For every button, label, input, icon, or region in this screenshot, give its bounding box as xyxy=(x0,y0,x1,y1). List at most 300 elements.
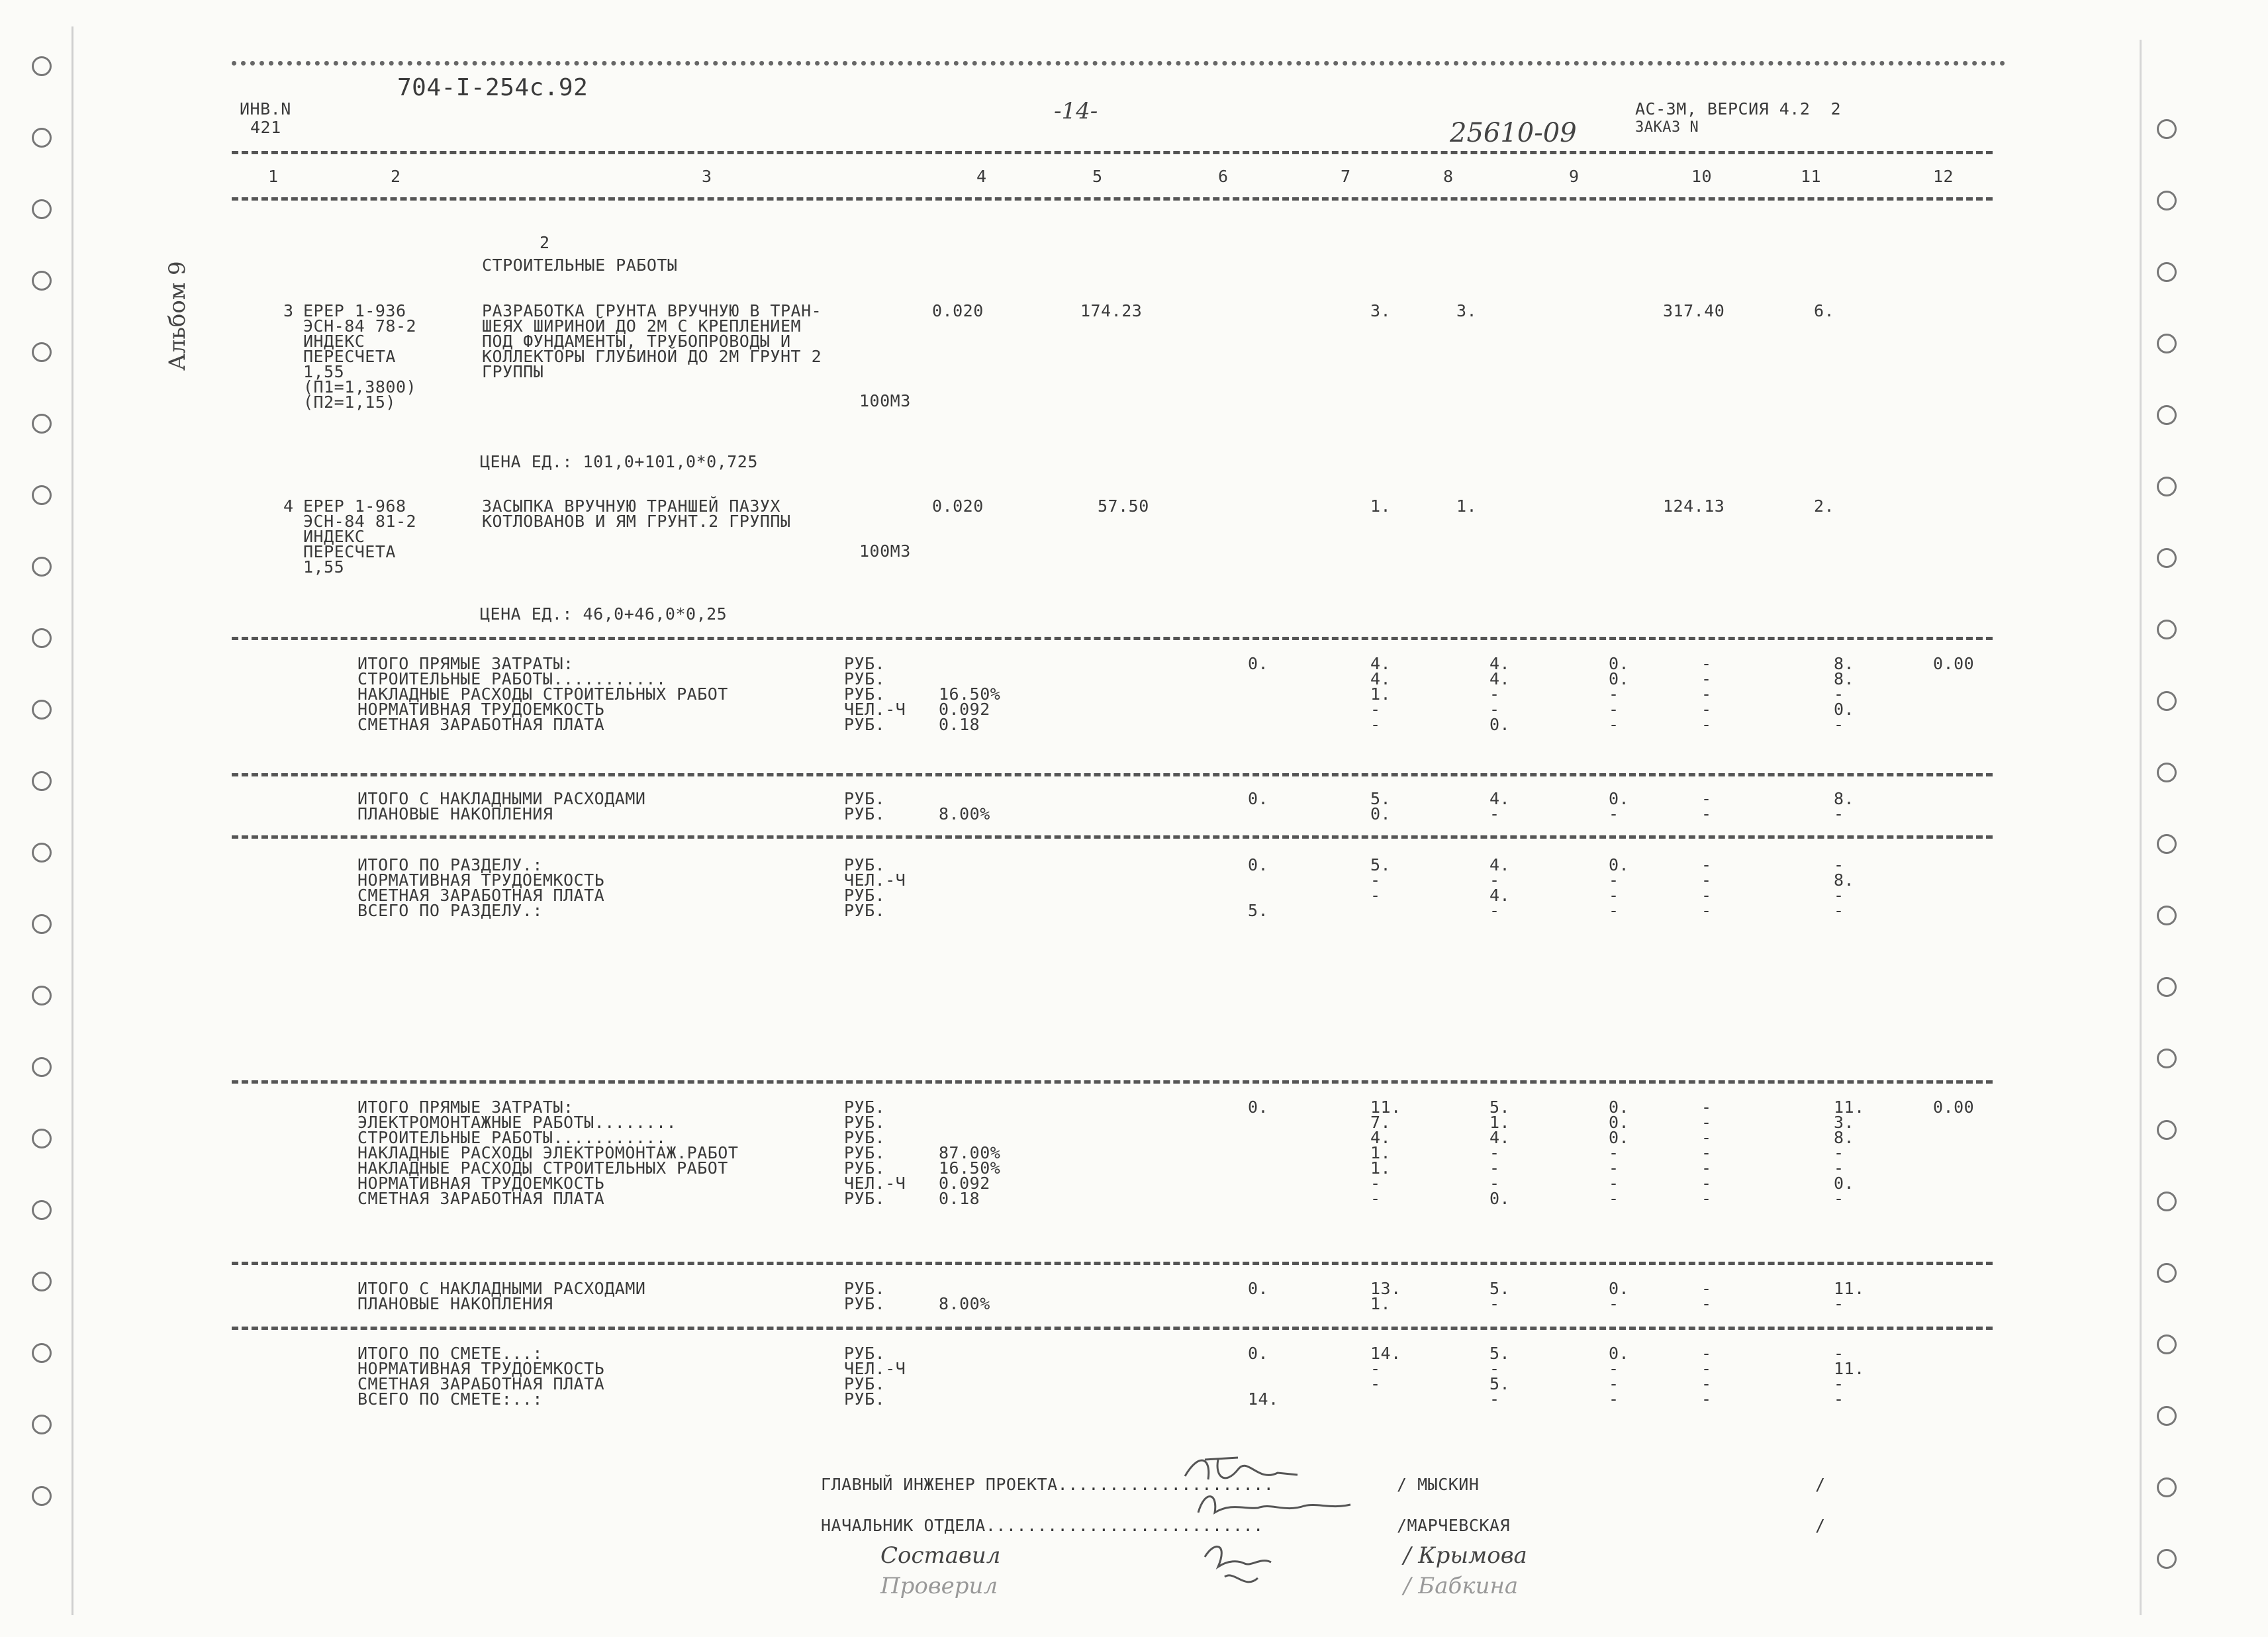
block1-c9: - xyxy=(1609,700,1619,719)
block4-c11: - xyxy=(1834,1143,1844,1162)
section-title: СТРОИТЕЛЬНЫЕ РАБОТЫ xyxy=(482,256,678,275)
block4-c10: - xyxy=(1701,1113,1712,1132)
block6-unit: РУБ. xyxy=(844,1344,886,1363)
block4-c7: 11. xyxy=(1370,1098,1401,1117)
feed-hole xyxy=(2157,834,2177,854)
block4-c10: - xyxy=(1701,1128,1712,1147)
item4-code-line: ЕРЕР 1-968 xyxy=(303,496,406,516)
feed-hole xyxy=(32,843,52,863)
feed-hole xyxy=(32,771,52,791)
block1-c7: - xyxy=(1370,700,1381,719)
feed-hole xyxy=(32,56,52,76)
item3-code-line: 1,55 xyxy=(303,362,345,381)
block1-unit: РУБ. xyxy=(844,669,886,688)
chief-engineer-label: ГЛАВНЫЙ ИНЖЕНЕР ПРОЕКТА..................... xyxy=(821,1475,1274,1494)
block6-c9: 0. xyxy=(1609,1344,1630,1363)
block4-c6: 0. xyxy=(1248,1098,1269,1117)
block2-c7: 0. xyxy=(1370,804,1392,823)
item4-c7: 1. xyxy=(1370,496,1392,516)
block1-pct: 16.50% xyxy=(939,684,1001,704)
block6-unit: ЧЕЛ.-Ч xyxy=(844,1359,906,1378)
feed-hole xyxy=(32,628,52,648)
block4-c7: 7. xyxy=(1370,1113,1392,1132)
block1-unit: РУБ. xyxy=(844,654,886,673)
block4-c9: - xyxy=(1609,1189,1619,1208)
block4-pct: 16.50% xyxy=(939,1158,1001,1178)
block4-c10: - xyxy=(1701,1174,1712,1193)
block4-c9: - xyxy=(1609,1174,1619,1193)
block5-c9: - xyxy=(1609,1294,1619,1313)
feed-hole xyxy=(2157,1549,2177,1569)
feed-hole xyxy=(2157,405,2177,425)
block1-c9: - xyxy=(1609,715,1619,734)
rule-b5 xyxy=(232,1262,1993,1265)
item4-no: 4 xyxy=(283,496,294,516)
block4-c8: 1. xyxy=(1489,1113,1511,1132)
block4-label: НОРМАТИВНАЯ ТРУДОЕМКОСТЬ xyxy=(357,1174,605,1193)
signature-head xyxy=(1192,1483,1357,1529)
block5-label: ПЛАНОВЫЕ НАКОПЛЕНИЯ xyxy=(357,1294,553,1313)
perforation-left xyxy=(71,26,73,1615)
block1-c6: 0. xyxy=(1248,654,1269,673)
block4-label: ИТОГО ПРЯМЫЕ ЗАТРАТЫ: xyxy=(357,1098,574,1117)
block4-pct: 0.092 xyxy=(939,1174,990,1193)
rule-b3 xyxy=(232,835,1993,839)
block1-c7: - xyxy=(1370,715,1381,734)
block6-c7: - xyxy=(1370,1374,1381,1393)
item3-name-line: ГРУППЫ xyxy=(482,362,544,381)
block4-c11: 11. xyxy=(1834,1098,1865,1117)
feed-hole xyxy=(2157,1192,2177,1211)
block2-c11: 8. xyxy=(1834,789,1855,808)
feed-hole xyxy=(2157,119,2177,139)
block5-unit: РУБ. xyxy=(844,1279,886,1298)
block4-label: СТРОИТЕЛЬНЫЕ РАБОТЫ........... xyxy=(357,1128,667,1147)
column-number: 3 xyxy=(702,167,712,186)
compiled-name: / Крымова xyxy=(1403,1542,1527,1569)
feed-holes-left xyxy=(26,0,66,1637)
block4-label: ЭЛЕКТРОМОНТАЖНЫЕ РАБОТЫ........ xyxy=(357,1113,677,1132)
block4-c8: - xyxy=(1489,1143,1500,1162)
block6-label: НОРМАТИВНАЯ ТРУДОЕМКОСТЬ xyxy=(357,1359,605,1378)
checked-label: Проверил xyxy=(880,1573,998,1599)
item4-unit-price: ЦЕНА ЕД.: 46,0+46,0*0,25 xyxy=(480,604,728,624)
block3-c11: 8. xyxy=(1834,870,1855,890)
block3-c7: - xyxy=(1370,886,1381,905)
column-number: 4 xyxy=(976,167,987,186)
block4-c7: - xyxy=(1370,1189,1381,1208)
slash-1: / xyxy=(1815,1475,1826,1494)
item3-code-line: ИНДЕКС xyxy=(303,332,365,351)
rule-b2 xyxy=(232,773,1993,776)
page-mark: -14- xyxy=(1054,98,1098,124)
block4-pct: 87.00% xyxy=(939,1143,1001,1162)
block3-unit: ЧЕЛ.-Ч xyxy=(844,870,906,890)
block3-c10: - xyxy=(1701,901,1712,920)
item3-c11: 6. xyxy=(1814,301,1835,320)
department-head-name: /МАРЧЕВСКАЯ xyxy=(1397,1516,1511,1535)
block6-c7: 14. xyxy=(1370,1344,1401,1363)
feed-hole xyxy=(32,199,52,219)
block3-c6: 0. xyxy=(1248,855,1269,874)
block6-c8: 5. xyxy=(1489,1344,1511,1363)
block5-c9: 0. xyxy=(1609,1279,1630,1298)
block3-c7: - xyxy=(1370,870,1381,890)
order-number: 25610-09 xyxy=(1450,118,1577,148)
block3-label: ИТОГО ПО РАЗДЕЛУ.: xyxy=(357,855,543,874)
block3-c9: - xyxy=(1609,901,1619,920)
item4-price: 57.50 xyxy=(1098,496,1149,516)
block2-c11: - xyxy=(1834,804,1844,823)
block1-c7: 4. xyxy=(1370,669,1392,688)
block1-label: НАКЛАДНЫЕ РАСХОДЫ СТРОИТЕЛЬНЫХ РАБОТ xyxy=(357,684,728,704)
block3-c7: 5. xyxy=(1370,855,1392,874)
feed-hole xyxy=(32,1200,52,1220)
item3-price: 174.23 xyxy=(1080,301,1143,320)
block4-c7: 4. xyxy=(1370,1128,1392,1147)
block6-c11: - xyxy=(1834,1344,1844,1363)
block1-c11: 8. xyxy=(1834,669,1855,688)
program-version: АС-3М, ВЕРСИЯ 4.2 2 xyxy=(1635,99,1842,118)
block3-unit: РУБ. xyxy=(844,886,886,905)
block1-label: НОРМАТИВНАЯ ТРУДОЕМКОСТЬ xyxy=(357,700,605,719)
block3-c8: 4. xyxy=(1489,855,1511,874)
block1-c7: 1. xyxy=(1370,684,1392,704)
feed-hole xyxy=(32,700,52,720)
block6-c9: - xyxy=(1609,1374,1619,1393)
block4-c10: - xyxy=(1701,1098,1712,1117)
column-number: 7 xyxy=(1341,167,1351,186)
block6-c11: - xyxy=(1834,1374,1844,1393)
item4-name-line: ЗАСЫПКА ВРУЧНУЮ ТРАНШЕЙ ПАЗУХ xyxy=(482,496,780,516)
item3-code-line: ПЕРЕСЧЕТА xyxy=(303,347,396,366)
feed-hole xyxy=(2157,1049,2177,1068)
item3-qty: 0.020 xyxy=(932,301,984,320)
feed-hole xyxy=(2157,763,2177,782)
block4-c11: 0. xyxy=(1834,1174,1855,1193)
item4-unit: 100М3 xyxy=(859,541,911,561)
block3-c10: - xyxy=(1701,886,1712,905)
item4-name-line: КОТЛОВАНОВ И ЯМ ГРУНТ.2 ГРУППЫ xyxy=(482,512,791,531)
block1-c9: - xyxy=(1609,684,1619,704)
block6-label: ВСЕГО ПО СМЕТЕ:..: xyxy=(357,1389,543,1409)
feed-hole xyxy=(32,986,52,1006)
feed-hole xyxy=(32,557,52,577)
block4-c8: - xyxy=(1489,1174,1500,1193)
block1-c10: - xyxy=(1701,669,1712,688)
block6-c10: - xyxy=(1701,1359,1712,1378)
block5-c7: 13. xyxy=(1370,1279,1401,1298)
rule-columns xyxy=(232,197,1993,201)
block1-c9: 0. xyxy=(1609,654,1630,673)
block4-unit: РУБ. xyxy=(844,1189,886,1208)
block1-c11: - xyxy=(1834,684,1844,704)
block1-unit: РУБ. xyxy=(844,715,886,734)
block4-unit: РУБ. xyxy=(844,1128,886,1147)
block4-c7: 1. xyxy=(1370,1143,1392,1162)
block5-c6: 0. xyxy=(1248,1279,1269,1298)
block4-c10: - xyxy=(1701,1143,1712,1162)
feed-hole xyxy=(32,1343,52,1363)
feed-holes-right xyxy=(2151,0,2191,1637)
block3-c9: 0. xyxy=(1609,855,1630,874)
block4-c11: 3. xyxy=(1834,1113,1855,1132)
block4-unit: РУБ. xyxy=(844,1158,886,1178)
block3-c8: - xyxy=(1489,870,1500,890)
feed-hole xyxy=(2157,691,2177,711)
block3-c11: - xyxy=(1834,901,1844,920)
block4-c10: - xyxy=(1701,1158,1712,1178)
feed-hole xyxy=(2157,548,2177,568)
feed-hole xyxy=(32,1057,52,1077)
item3-unit: 100М3 xyxy=(859,391,911,410)
column-number: 6 xyxy=(1218,167,1229,186)
feed-hole xyxy=(2157,1406,2177,1426)
block1-c8: - xyxy=(1489,700,1500,719)
block1-c11: 8. xyxy=(1834,654,1855,673)
block1-unit: ЧЕЛ.-Ч xyxy=(844,700,906,719)
block6-c11: 11. xyxy=(1834,1359,1865,1378)
feed-hole xyxy=(2157,477,2177,496)
feed-hole xyxy=(2157,620,2177,639)
rule-b4 xyxy=(232,1080,1993,1084)
block6-c10: - xyxy=(1701,1389,1712,1409)
block4-c8: 4. xyxy=(1489,1128,1511,1147)
block3-c9: - xyxy=(1609,886,1619,905)
block6-label: СМЕТНАЯ ЗАРАБОТНАЯ ПЛАТА xyxy=(357,1374,605,1393)
block1-c8: - xyxy=(1489,684,1500,704)
item4-c8: 1. xyxy=(1456,496,1478,516)
block3-c8: 4. xyxy=(1489,886,1511,905)
block4-c8: 0. xyxy=(1489,1189,1511,1208)
block4-c11: - xyxy=(1834,1189,1844,1208)
block4-c8: - xyxy=(1489,1158,1500,1178)
item4-c10: 124.13 xyxy=(1663,496,1725,516)
block4-unit: РУБ. xyxy=(844,1113,886,1132)
block4-unit: РУБ. xyxy=(844,1098,886,1117)
rule-b6 xyxy=(232,1327,1993,1330)
block1-c11: - xyxy=(1834,715,1844,734)
block4-c9: 0. xyxy=(1609,1098,1630,1117)
block4-pct: 0.18 xyxy=(939,1189,980,1208)
item4-code-line: ПЕРЕСЧЕТА xyxy=(303,542,396,561)
block2-c10: - xyxy=(1701,804,1712,823)
feed-hole xyxy=(2157,977,2177,997)
column-number: 12 xyxy=(1933,167,1954,186)
block4-c9: 0. xyxy=(1609,1128,1630,1147)
block3-c9: - xyxy=(1609,870,1619,890)
block1-c10: - xyxy=(1701,654,1712,673)
block2-unit: РУБ. xyxy=(844,804,886,823)
feed-hole xyxy=(2157,191,2177,210)
feed-hole xyxy=(32,414,52,434)
rule-b1 xyxy=(232,637,1993,640)
feed-hole xyxy=(32,914,52,934)
block6-unit: РУБ. xyxy=(844,1389,886,1409)
block6-c10: - xyxy=(1701,1374,1712,1393)
block3-label: СМЕТНАЯ ЗАРАБОТНАЯ ПЛАТА xyxy=(357,886,605,905)
feed-hole xyxy=(32,342,52,362)
block3-unit: РУБ. xyxy=(844,901,886,920)
block2-label: ИТОГО С НАКЛАДНЫМИ РАСХОДАМИ xyxy=(357,789,646,808)
feed-hole xyxy=(32,271,52,291)
block3-c11: - xyxy=(1834,855,1844,874)
block5-label: ИТОГО С НАКЛАДНЫМИ РАСХОДАМИ xyxy=(357,1279,646,1298)
feed-hole xyxy=(2157,1263,2177,1283)
item4-code-line: 1,55 xyxy=(303,557,345,577)
block6-c10: - xyxy=(1701,1344,1712,1363)
item4-c11: 2. xyxy=(1814,496,1835,516)
block3-c11: - xyxy=(1834,886,1844,905)
block1-label: СТРОИТЕЛЬНЫЕ РАБОТЫ........... xyxy=(357,669,667,688)
checked-name: / Бабкина xyxy=(1403,1573,1519,1599)
feed-hole xyxy=(2157,1477,2177,1497)
block1-c11: 0. xyxy=(1834,700,1855,719)
block5-c10: - xyxy=(1701,1279,1712,1298)
block4-c7: - xyxy=(1370,1174,1381,1193)
item4-qty: 0.020 xyxy=(932,496,984,516)
block1-c10: - xyxy=(1701,715,1712,734)
column-number: 10 xyxy=(1691,167,1713,186)
block1-c12: 0.00 xyxy=(1933,654,1975,673)
block2-c9: - xyxy=(1609,804,1619,823)
block4-c12: 0.00 xyxy=(1933,1098,1975,1117)
block3-c10: - xyxy=(1701,870,1712,890)
item3-code-line: ЕРЕР 1-936 xyxy=(303,301,406,320)
block2-pct: 8.00% xyxy=(939,804,990,823)
item3-name-line: КОЛЛЕКТОРЫ ГЛУБИНОЙ ДО 2М ГРУНТ 2 xyxy=(482,347,822,366)
doc-number: 704-I-254c.92 xyxy=(397,74,589,101)
block5-unit: РУБ. xyxy=(844,1294,886,1313)
item3-name-line: ШЕЯХ ШИРИНОЙ ДО 2М С КРЕПЛЕНИЕМ xyxy=(482,316,802,336)
block4-c11: - xyxy=(1834,1158,1844,1178)
block1-c10: - xyxy=(1701,684,1712,704)
feed-hole xyxy=(2157,334,2177,353)
block3-c6: 5. xyxy=(1248,901,1269,920)
block5-c7: 1. xyxy=(1370,1294,1392,1313)
block5-c11: - xyxy=(1834,1294,1844,1313)
block2-c10: - xyxy=(1701,789,1712,808)
column-number: 2 xyxy=(391,167,401,186)
block4-c7: 1. xyxy=(1370,1158,1392,1178)
signature-compiled xyxy=(1198,1537,1278,1597)
column-number: 9 xyxy=(1569,167,1580,186)
block6-c11: - xyxy=(1834,1389,1844,1409)
item3-code-line: (П1=1,3800) xyxy=(303,377,417,397)
perforation-right xyxy=(2140,40,2142,1615)
block4-unit: РУБ. xyxy=(844,1143,886,1162)
block4-label: НАКЛАДНЫЕ РАСХОДЫ СТРОИТЕЛЬНЫХ РАБОТ xyxy=(357,1158,728,1178)
block1-pct: 0.18 xyxy=(939,715,980,734)
item4-code-line: ИНДЕКС xyxy=(303,527,365,546)
block6-unit: РУБ. xyxy=(844,1374,886,1393)
feed-hole xyxy=(32,1272,52,1291)
block1-c8: 0. xyxy=(1489,715,1511,734)
block1-c8: 4. xyxy=(1489,669,1511,688)
album-label: Альбом 9 xyxy=(164,261,191,371)
block4-c11: 8. xyxy=(1834,1128,1855,1147)
block4-label: СМЕТНАЯ ЗАРАБОТНАЯ ПЛАТА xyxy=(357,1189,605,1208)
block6-c6: 0. xyxy=(1248,1344,1269,1363)
block6-label: ИТОГО ПО СМЕТЕ...: xyxy=(357,1344,543,1363)
feed-hole xyxy=(2157,906,2177,925)
item3-no: 3 xyxy=(283,301,294,320)
block3-c10: - xyxy=(1701,855,1712,874)
block6-c7: - xyxy=(1370,1359,1381,1378)
block6-c8: 5. xyxy=(1489,1374,1511,1393)
block5-c8: 5. xyxy=(1489,1279,1511,1298)
block2-c9: 0. xyxy=(1609,789,1630,808)
column-number: 5 xyxy=(1092,167,1103,186)
chief-engineer-name: / МЫСКИН xyxy=(1397,1475,1480,1494)
block2-c8: - xyxy=(1489,804,1500,823)
block4-c8: 5. xyxy=(1489,1098,1511,1117)
block5-c8: - xyxy=(1489,1294,1500,1313)
block1-c7: 4. xyxy=(1370,654,1392,673)
block4-c9: 0. xyxy=(1609,1113,1630,1132)
block4-label: НАКЛАДНЫЕ РАСХОДЫ ЭЛЕКТРОМОНТАЖ.РАБОТ xyxy=(357,1143,739,1162)
feed-hole xyxy=(32,1415,52,1434)
block3-unit: РУБ. xyxy=(844,855,886,874)
block4-c10: - xyxy=(1701,1189,1712,1208)
column-number: 11 xyxy=(1801,167,1822,186)
rule-top xyxy=(232,151,1993,154)
item3-code-line: (П2=1,15) xyxy=(303,393,396,412)
block2-c7: 5. xyxy=(1370,789,1392,808)
column-number: 1 xyxy=(268,167,279,186)
block1-label: ИТОГО ПРЯМЫЕ ЗАТРАТЫ: xyxy=(357,654,574,673)
item3-c7: 3. xyxy=(1370,301,1392,320)
slash-2: / xyxy=(1815,1516,1826,1535)
top-ruler xyxy=(232,61,2006,66)
feed-hole xyxy=(32,1486,52,1506)
block3-label: НОРМАТИВНАЯ ТРУДОЕМКОСТЬ xyxy=(357,870,605,890)
item3-name-line: РАЗРАБОТКА ГРУНТА ВРУЧНУЮ В ТРАН- xyxy=(482,301,822,320)
block5-c11: 11. xyxy=(1834,1279,1865,1298)
inv-label: ИНВ.N xyxy=(240,99,291,118)
block1-c8: 4. xyxy=(1489,654,1511,673)
feed-hole xyxy=(2157,262,2177,282)
block6-c6: 14. xyxy=(1248,1389,1279,1409)
feed-hole xyxy=(32,128,52,148)
inv-value: 421 xyxy=(250,118,281,137)
block3-label: ВСЕГО ПО РАЗДЕЛУ.: xyxy=(357,901,543,920)
block2-unit: РУБ. xyxy=(844,789,886,808)
block5-pct: 8.00% xyxy=(939,1294,990,1313)
block1-label: СМЕТНАЯ ЗАРАБОТНАЯ ПЛАТА xyxy=(357,715,605,734)
block3-c8: - xyxy=(1489,901,1500,920)
block6-c8: - xyxy=(1489,1389,1500,1409)
block1-c9: 0. xyxy=(1609,669,1630,688)
block2-label: ПЛАНОВЫЕ НАКОПЛЕНИЯ xyxy=(357,804,553,823)
item3-c8: 3. xyxy=(1456,301,1478,320)
feed-hole xyxy=(2157,1120,2177,1140)
block1-pct: 0.092 xyxy=(939,700,990,719)
item3-code-line: ЭСН-84 78-2 xyxy=(303,316,417,336)
item3-name-line: ПОД ФУНДАМЕНТЫ, ТРУБОПРОВОДЫ И xyxy=(482,332,791,351)
block5-c10: - xyxy=(1701,1294,1712,1313)
column-number: 8 xyxy=(1443,167,1454,186)
block4-c9: - xyxy=(1609,1158,1619,1178)
block6-c9: - xyxy=(1609,1389,1619,1409)
block1-c10: - xyxy=(1701,700,1712,719)
item4-code-line: ЭСН-84 81-2 xyxy=(303,512,417,531)
order-label: ЗАКАЗ N xyxy=(1635,119,1699,136)
block1-unit: РУБ. xyxy=(844,684,886,704)
feed-hole xyxy=(32,1129,52,1148)
block2-c8: 4. xyxy=(1489,789,1511,808)
feed-hole xyxy=(2157,1334,2177,1354)
